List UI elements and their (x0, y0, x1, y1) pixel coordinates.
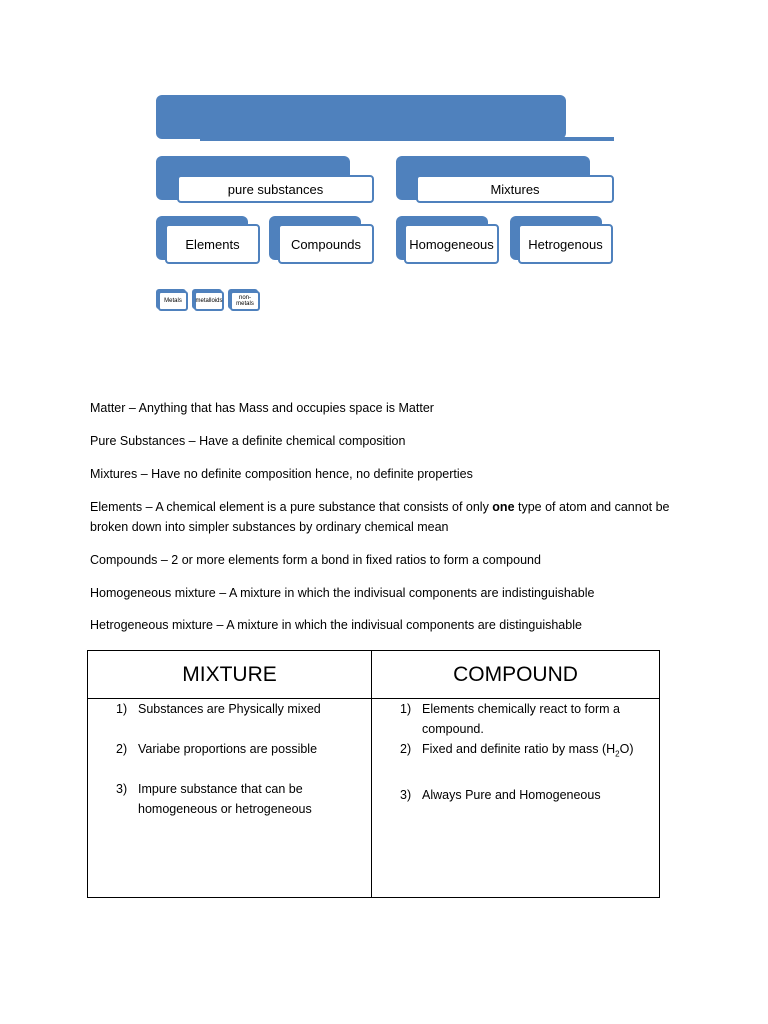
emphasis-one: one (492, 500, 515, 514)
list-item: 1) Substances are Physically mixed (116, 702, 321, 716)
list-item: 3) Impure substance that can be homogeneous or hetrogeneous (116, 782, 312, 816)
pure-substances-label: pure substances (227, 181, 324, 197)
comparison-table (87, 650, 660, 898)
definition-elements: Elements – A chemical element is a pure substance that consists of only one type of atom and cannot be broken down into simpler substances by ordinary chemical mean (90, 500, 670, 534)
banner-underline (200, 137, 614, 141)
metalloids-label: metalloids (195, 298, 223, 304)
hetrogenous-box (518, 224, 613, 264)
metals-label: Metals (164, 298, 182, 304)
list-item: 3) Always Pure and Homogeneous (400, 787, 601, 802)
matter-banner (156, 95, 566, 139)
definition-matter: Matter – Anything that has Mass and occupies space is Matter (90, 401, 434, 415)
definition-hetrogeneous: Hetrogeneous mixture – A mixture in which the indivisual components are distinguishable (90, 618, 582, 632)
metalloids-box (194, 291, 224, 311)
homogeneous-box (404, 224, 499, 264)
definition-homogeneous: Homogeneous mixture – A mixture in which the indivisual components are indistinguishable (90, 586, 595, 600)
mixtures-label: Mixtures (490, 181, 540, 197)
non-metals-label: non-metals (236, 295, 254, 307)
mixture-list (88, 699, 371, 819)
header-mixture: MIXTURE (182, 662, 277, 686)
homogeneous-label: Homogeneous (409, 236, 494, 252)
list-item: 2) Fixed and definite ratio by mass $(H_2O)$ (400, 742, 634, 759)
non-metals-box (230, 291, 260, 311)
definition-compounds: Compounds – 2 or more elements form a bond in fixed ratios to form a compound (90, 553, 541, 567)
list-item: 2) Variabe proportions are possible (116, 742, 318, 756)
list-item: 1) Elements chemically react to form a compound. (400, 702, 620, 736)
metals-box (158, 291, 188, 311)
elements-box (165, 224, 260, 264)
pure-substances-box (177, 175, 374, 203)
definition-pure-substances: Pure Substances – Have a definite chemical composition (90, 434, 406, 448)
elements-label: Elements (185, 236, 240, 252)
hetrogenous-label: Hetrogenous (528, 236, 603, 252)
mixtures-box (416, 175, 614, 203)
compounds-label: Compounds (290, 236, 362, 252)
header-compound: COMPOUND (453, 662, 578, 686)
compound-list (372, 699, 659, 805)
definition-mixtures: Mixtures – Have no definite composition hence, no definite properties (90, 467, 473, 481)
compounds-box (278, 224, 374, 264)
